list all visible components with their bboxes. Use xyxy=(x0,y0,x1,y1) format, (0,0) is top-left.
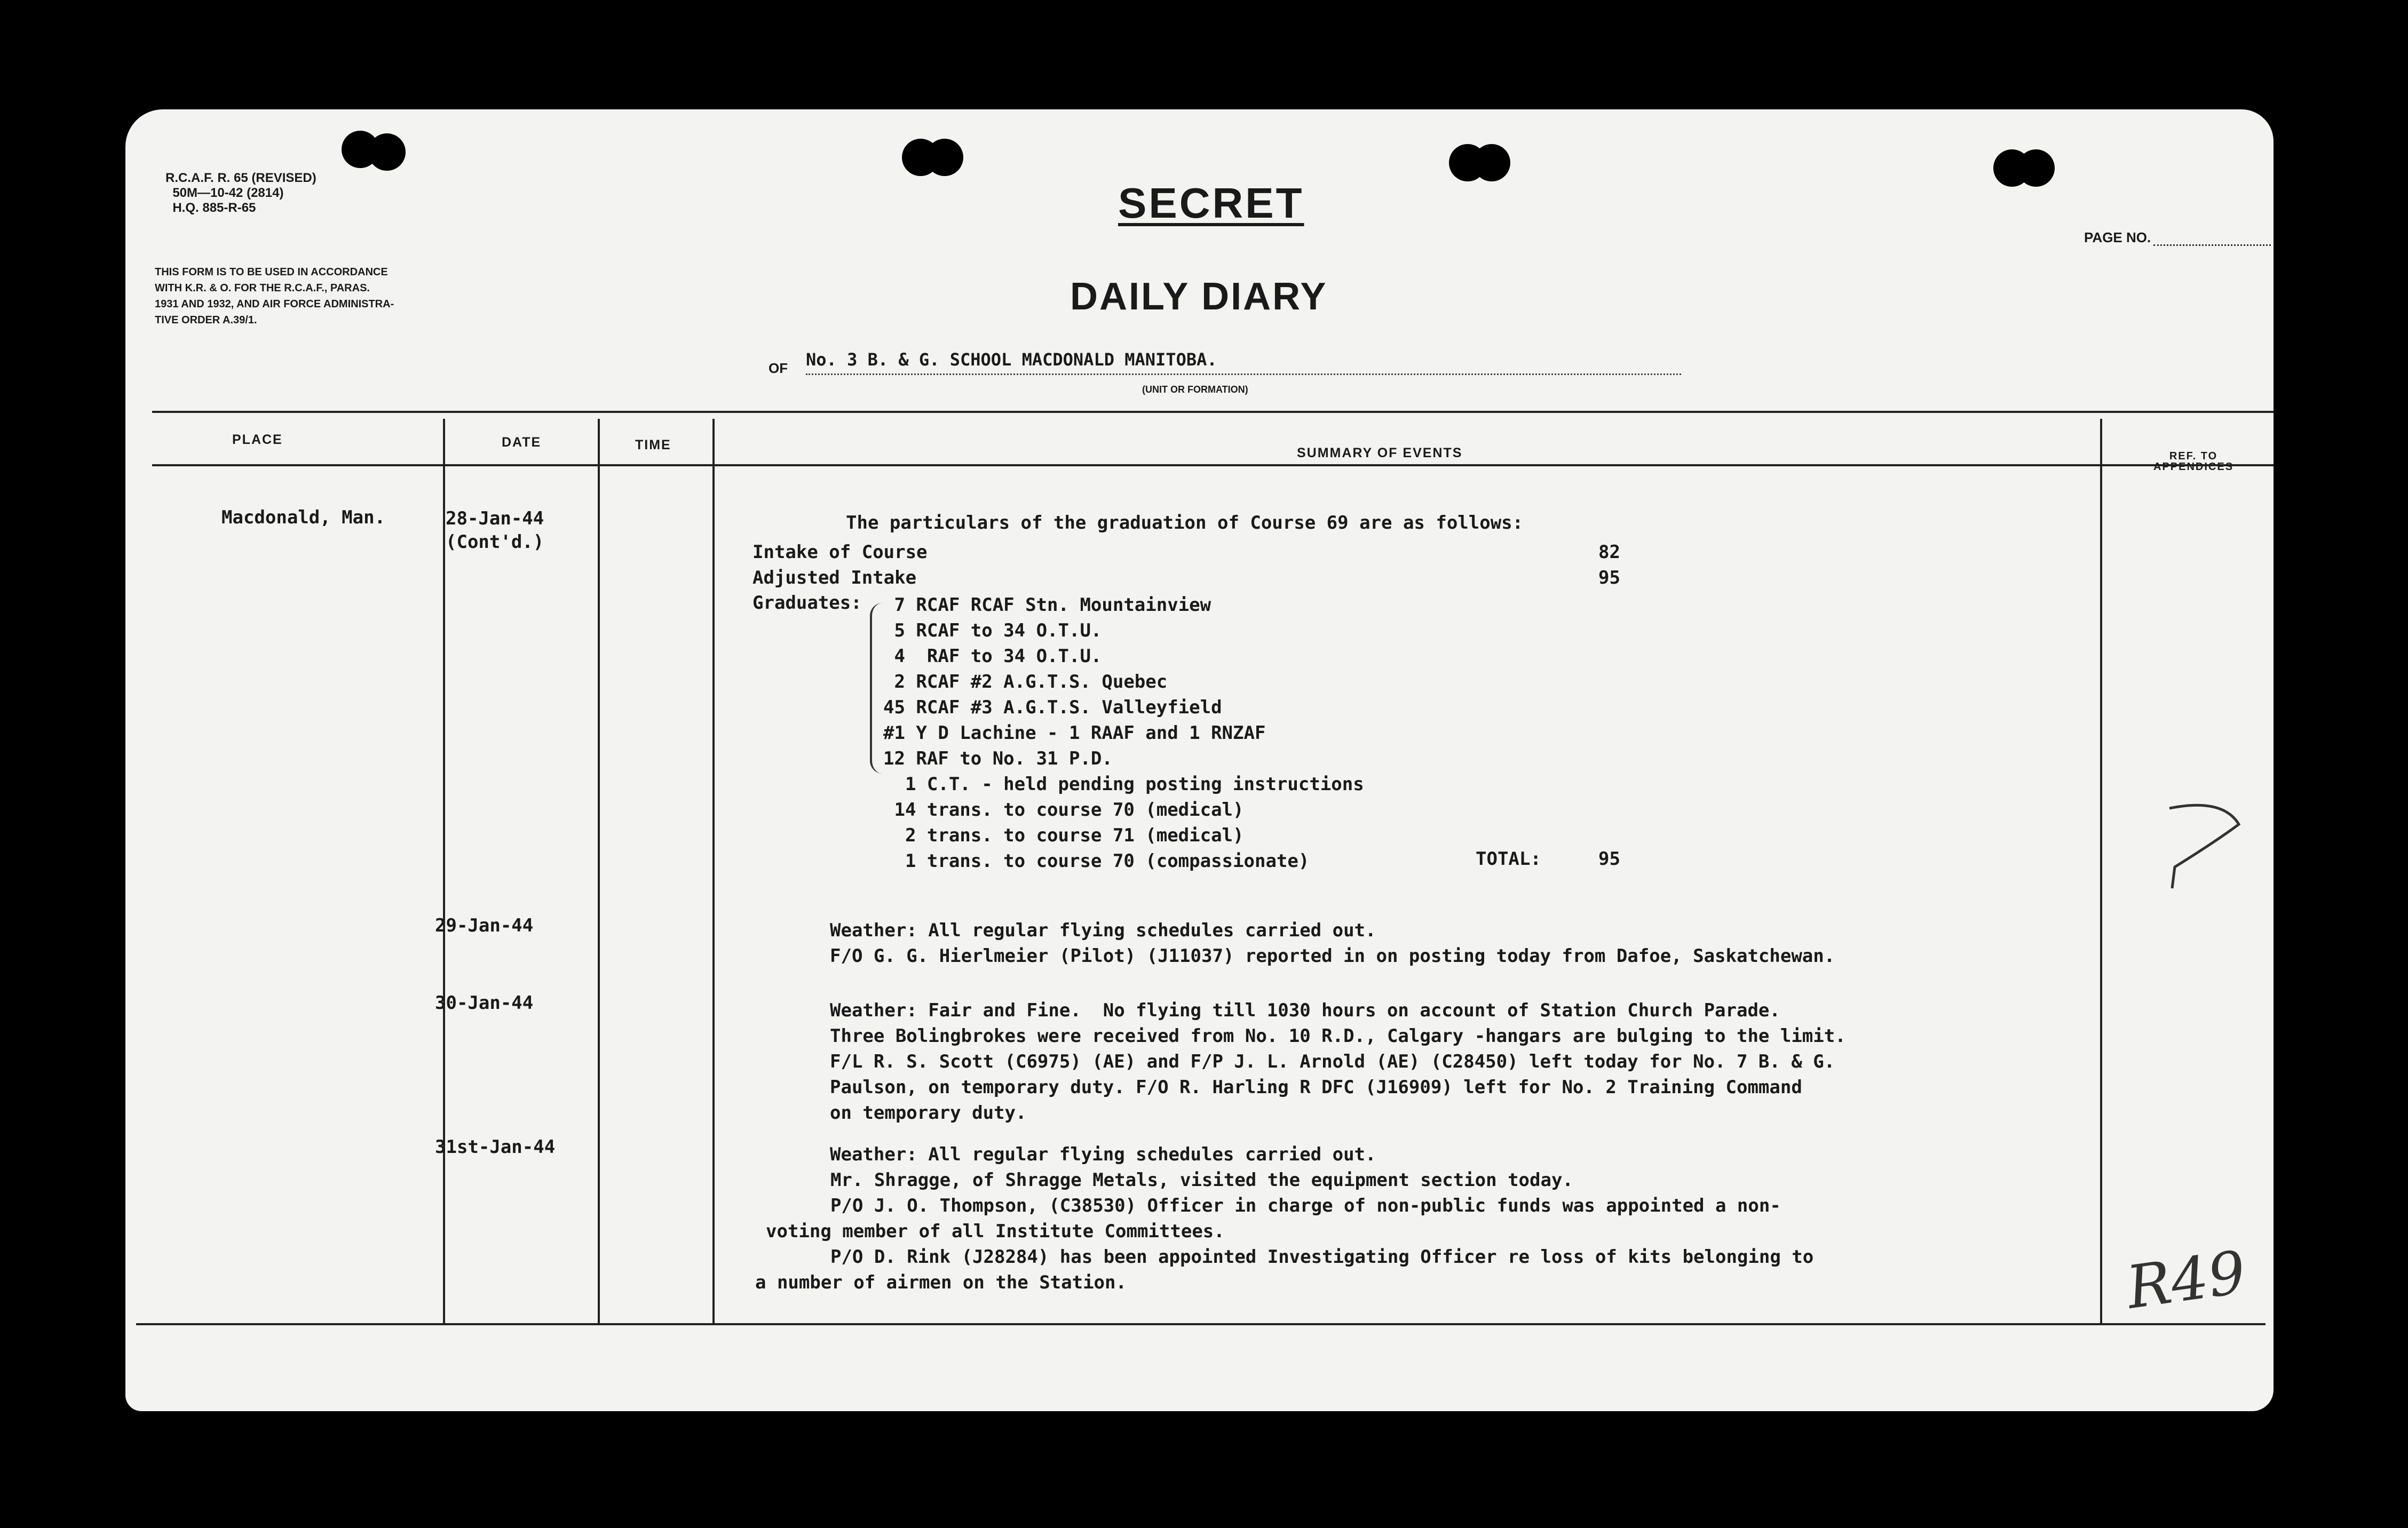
usage-note: THIS FORM IS TO BE USED IN ACCORDANCE WITH K.R. & O. FOR THE R.C.A.F., PARAS. 1931 AND 1932, AND AIR FORCE ADMINISTRA- TIVE ORDER A.39/1. xyxy=(155,266,394,326)
table-top-rule xyxy=(152,411,2274,413)
punch-hole xyxy=(2017,149,2055,187)
list-item: 14 trans. to course 70 (medical) xyxy=(883,799,1244,821)
page-title: DAILY DIARY xyxy=(1070,275,1328,318)
list-item: Weather: All regular flying schedules carried out. xyxy=(830,1144,1376,1165)
graduates-label: Graduates: xyxy=(752,592,862,614)
unit-caption: (UNIT OR FORMATION) xyxy=(1142,384,1248,395)
list-item: voting member of all Institute Committees. xyxy=(766,1221,1225,1242)
reference-mark: R49 xyxy=(2122,1238,2250,1322)
date-cell: 30-Jan-44 xyxy=(435,992,534,1014)
summary-cell xyxy=(707,1142,1813,1295)
unit-underline xyxy=(806,373,1681,375)
summary-intro: The particulars of the graduation of Course 69 are as follows: xyxy=(846,512,1524,534)
adjusted-intake-label: Adjusted Intake xyxy=(752,567,917,588)
date-cell: 31st-Jan-44 xyxy=(435,1136,556,1158)
intake-value: 82 xyxy=(1598,542,1620,563)
list-item: 45 RCAF #3 A.G.T.S. Valleyfield xyxy=(883,697,1222,718)
column-header-ref: REF. TO APPENDICES xyxy=(2153,450,2234,473)
column-header-place: PLACE xyxy=(232,432,283,447)
column-divider xyxy=(443,419,445,1323)
list-item: Mr. Shragge, of Shragge Metals, visited the equipment section today. xyxy=(809,1169,1573,1191)
diary-form xyxy=(125,109,2274,1411)
column-header-date: DATE xyxy=(502,435,542,450)
list-item: #1 Y D Lachine - 1 RAAF and 1 RNZAF xyxy=(883,722,1266,744)
list-item: 4 RAF to 34 O.T.U. xyxy=(883,646,1102,667)
punch-hole xyxy=(926,139,963,176)
summary-cell: Weather: Fair and Fine. No flying till 1030 hours on account of Station Church Parade. Three Bolingbrokes were received from No. 10 R.D., Calgary -hangars are bulging to the limit. F/L R. S. Scott (C6975) (AE) and F/P J. L. Arnold (AE) (C28450) left today for No. 7 B. & G. Paulson, on temporary duty. F/O R. Harling R DFC (J16909) left for No. 2 Training Command on temporary duty. xyxy=(830,1000,1846,1124)
intake-label: Intake of Course xyxy=(752,542,928,563)
column-header-time: TIME xyxy=(635,437,671,452)
list-item: 1 trans. to course 70 (compassionate) xyxy=(883,850,1310,872)
of-label: OF xyxy=(769,360,788,376)
column-divider xyxy=(2100,419,2102,1323)
form-code: R.C.A.F. R. 65 (REVISED) 50M—10-42 (2814) H.Q. 885-R-65 xyxy=(165,171,316,215)
list-item: 1 C.T. - held pending posting instructions xyxy=(883,774,1364,795)
place-cell: Macdonald, Man. xyxy=(221,507,386,528)
page-no-label: PAGE NO. xyxy=(2084,229,2151,245)
total-value: 95 xyxy=(1598,848,1620,870)
table-bottom-rule xyxy=(136,1323,2266,1325)
list-item: 5 RCAF to 34 O.T.U. xyxy=(883,620,1102,641)
unit-name: No. 3 B. & G. SCHOOL MACDONALD MANITOBA. xyxy=(806,349,1217,370)
punch-hole xyxy=(368,133,406,171)
list-item: 7 RCAF RCAF Stn. Mountainview xyxy=(883,594,1211,616)
graduates-list xyxy=(883,592,1364,874)
list-item: P/O J. O. Thompson, (C38530) Officer in charge of non-public funds was appointed a non- xyxy=(809,1195,1781,1216)
date-cell: 29-Jan-44 xyxy=(435,915,534,936)
list-item: P/O D. Rink (J28284) has been appointed Investigating Officer re loss of kits belonging to xyxy=(809,1246,1814,1268)
list-item: 2 RCAF #2 A.G.T.S. Quebec xyxy=(883,671,1168,693)
classification-stamp: SECRET xyxy=(1118,179,1304,227)
list-item: a number of airmen on the Station. xyxy=(755,1272,1127,1293)
page-no-field xyxy=(2153,244,2271,246)
handwritten-stroke xyxy=(2159,776,2244,894)
list-item: 2 trans. to course 71 (medical) xyxy=(883,825,1244,846)
graduates-brace xyxy=(870,603,883,774)
table-header-rule xyxy=(152,464,2274,466)
punch-hole xyxy=(1473,144,1510,181)
list-item: 12 RAF to No. 31 P.D. xyxy=(883,748,1113,769)
summary-cell: Weather: All regular flying schedules carried out. F/O G. G. Hierlmeier (Pilot) (J11037) reported in on posting today from Dafoe, Saskatchewan. xyxy=(830,920,1835,967)
total-label: TOTAL: xyxy=(1476,848,1541,870)
column-divider xyxy=(598,419,600,1323)
date-cell: 28-Jan-44 (Cont'd.) xyxy=(446,508,544,553)
column-header-summary: SUMMARY OF EVENTS xyxy=(1297,445,1463,460)
adjusted-intake-value: 95 xyxy=(1598,567,1620,588)
